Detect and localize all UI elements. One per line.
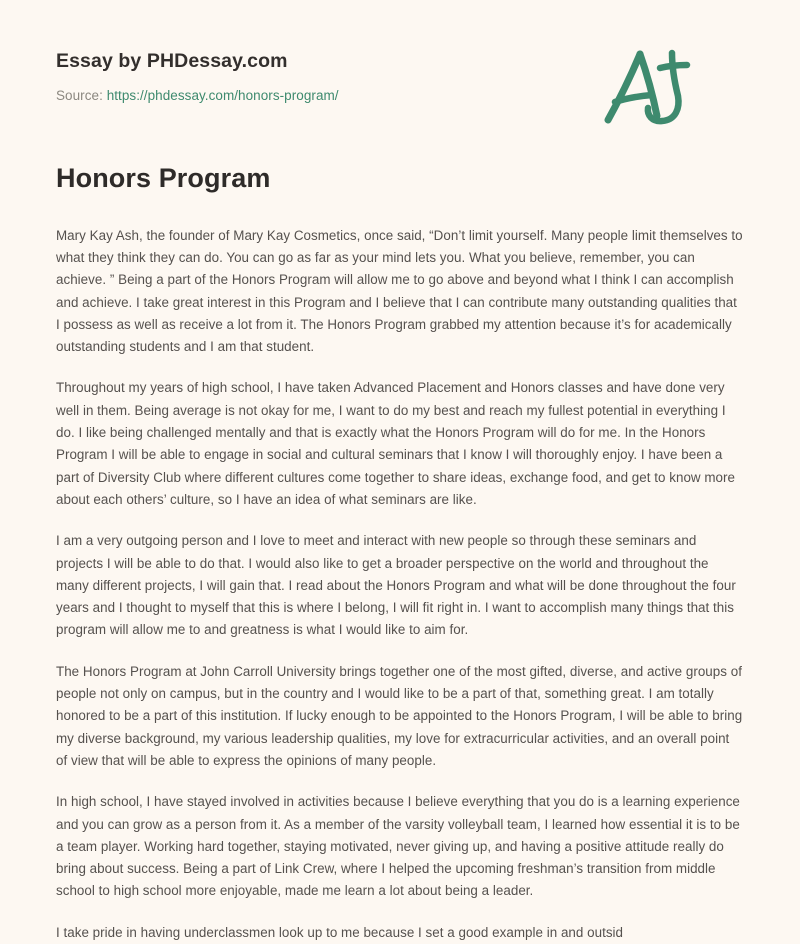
essay-paragraph: In high school, I have stayed involved in activities because I believe everything that you do is a learning experience and you can grow as a person from it. As a member of the varsity volleyball team, I learned how essential it is to be a team player. Working hard together, staying motivated, never giving up, and having a positive attitude really do bring about success. Being a part of Link Crew, where I helped the upcoming freshman’s transition from middle school to high school more enjoyable, made me learn a lot about being a leader.	[56, 794, 740, 899]
essay-paragraph: Mary Kay Ash, the founder of Mary Kay Cosmetics, once said, “Don’t limit yourself. Many people limit themselves to what they think they can do. You can go as far as your mind lets you. What you believe, remember, you can achieve. ” Being a part of the Honors Program will allow me to go above and beyond what I think I can accomplish and achieve. I take great interest in this Program and I believe that I can contribute many outstanding qualities that I possess as well as receive a lot from it. The Honors Program grabbed my attention because it’s for academically outstanding students and I am that student.	[56, 227, 743, 355]
source-url-link[interactable]: https://phdessay.com/honors-program/	[106, 87, 339, 103]
essay-paragraph: I am a very outgoing person and I love to meet and interact with new people so through these seminars and projects I will be able to do that. I would also like to get a broader perspective on the world and throughout the many different projects, I will gain that. I read about the Honors Program and what will be done throughout the four years and I thought to myself that this is where I belong, I will fit right in. I want to accomplish many things that this program will allow me to and greatness is what I would like to aim for.	[56, 533, 736, 638]
essay-paragraph: I take pride in having underclassmen look up to me because I set a good example in and outsid	[56, 924, 624, 940]
essay-body	[56, 194, 744, 944]
a-plus-logo	[600, 44, 696, 128]
page-header	[56, 0, 744, 112]
page-title: Honors Program	[56, 163, 271, 193]
brand-title: Essay by PHDessay.com	[56, 50, 288, 72]
essay-paragraph: Throughout my years of high school, I have taken Advanced Placement and Honors classes and have done very well in them. Being average is not okay for me, I want to do my best and reach my fullest potential in everything I do. I like being challenged mentally and that is exactly what the Honors Program will do for me. In the Honors Program I will be able to engage in social and cultural seminars that I know I will thoroughly enjoy. I have been a part of Diversity Club where different cultures come together to share ideas, exchange food, and get to know more about each others’ culture, so I have an idea of what seminars are like.	[56, 380, 735, 507]
source-label: Source:	[56, 87, 103, 103]
essay-paragraph: The Honors Program at John Carroll University brings together one of the most gifted, diverse, and active groups of people not only on campus, but in the country and I would like to be a part of that, something great. I am totally honored to be a part of this institution. If lucky enough to be appointed to the Honors Program, I will be able to bring my diverse background, my various leadership qualities, my love for extracurricular activities, and an overall point of view that will be able to express the opinions of many people.	[56, 663, 743, 768]
a-plus-icon	[600, 44, 696, 128]
